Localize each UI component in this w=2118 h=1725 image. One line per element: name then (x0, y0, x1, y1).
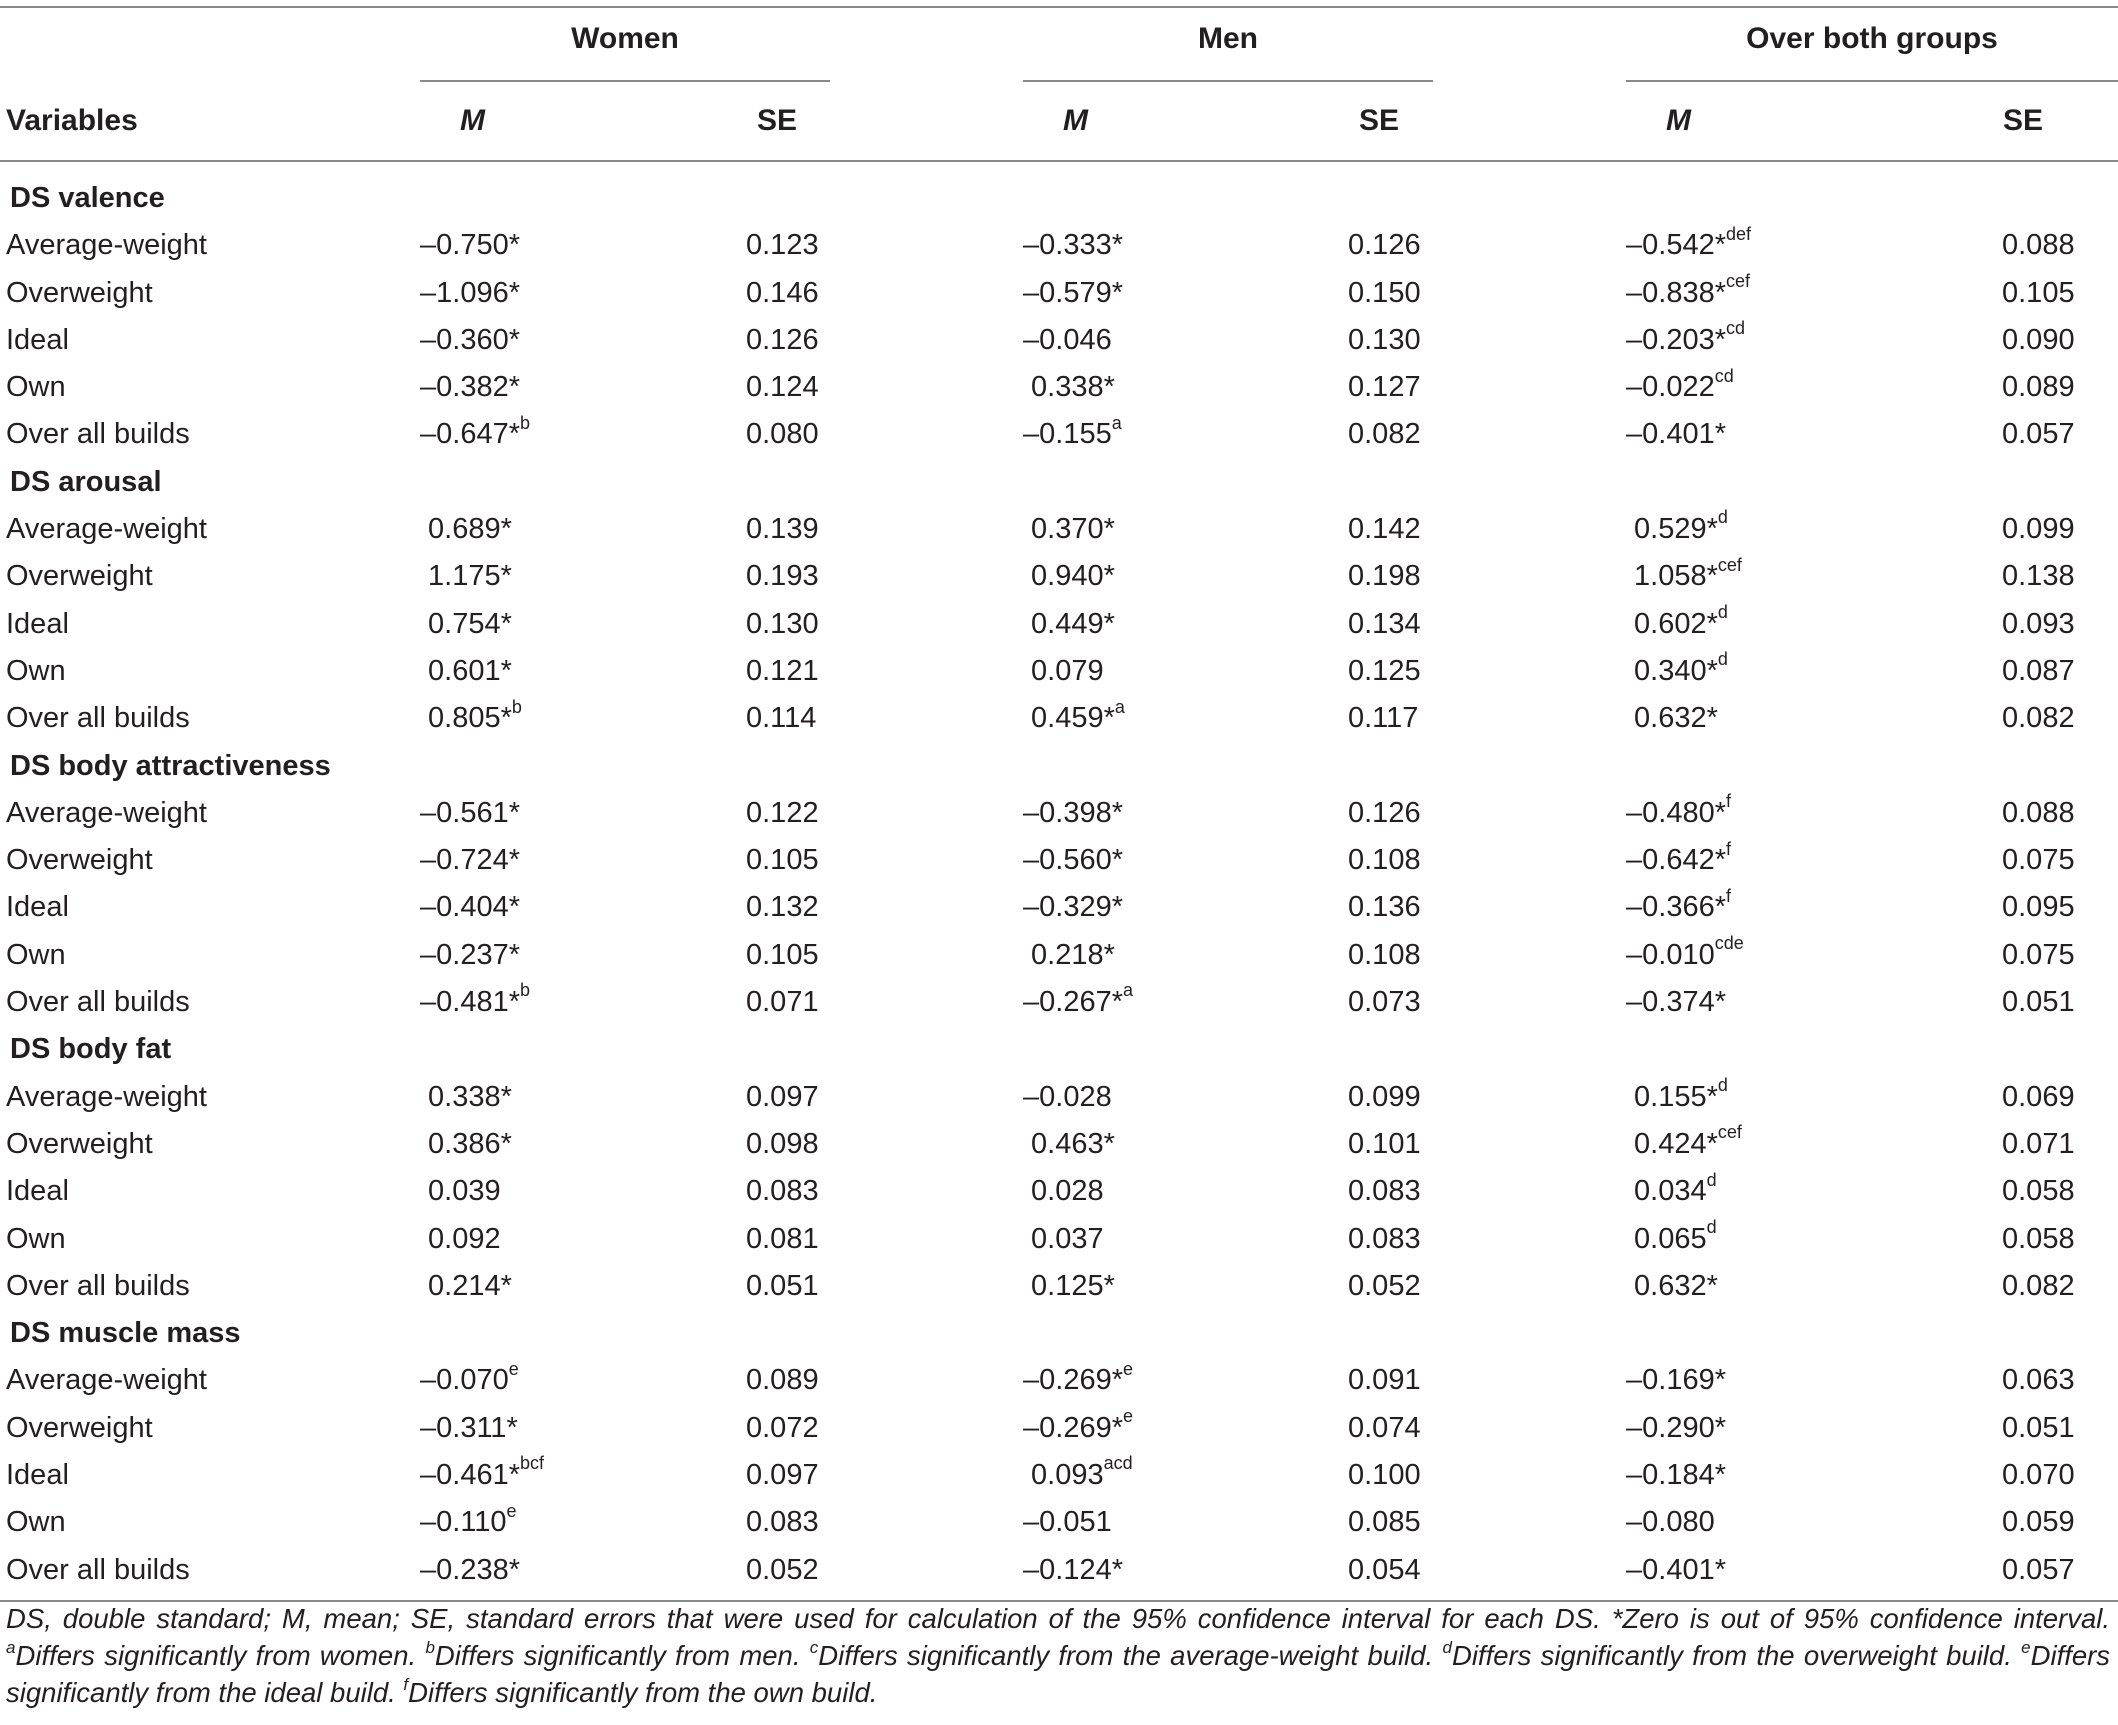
row-label: Average-weight (6, 229, 207, 262)
men-se-header: SE (1359, 104, 1400, 137)
group-header-men: Men (1198, 22, 1258, 55)
row-label: Average-weight (6, 1080, 207, 1113)
table-row (0, 269, 2118, 316)
men-mean-cell: 0.449* (1023, 607, 1115, 640)
women-mean-cell: 0.805*$^b$ (420, 696, 522, 735)
women-se-cell: 0.071 (746, 986, 819, 1019)
table-row (0, 1404, 2118, 1451)
significance-marks: d (1706, 1216, 1717, 1237)
significance-marks: a (1123, 980, 1134, 1001)
section-label: DS muscle mass (10, 1317, 241, 1350)
both-se-cell: 0.075 (2002, 938, 2075, 971)
both-mean-cell: –0.642*$^f$ (1626, 838, 1732, 877)
table-row (0, 1215, 2118, 1262)
women-mean-cell: –0.360* (420, 323, 520, 356)
men-mean-cell: 0.125* (1023, 1269, 1115, 1302)
women-se-cell: 0.052 (746, 1553, 819, 1586)
row-label: Over all builds (6, 702, 190, 735)
section-header-row (0, 1309, 2118, 1356)
row-label: Over all builds (6, 1269, 190, 1302)
men-se-cell: 0.054 (1348, 1553, 1421, 1586)
men-mean-cell: –0.329* (1023, 891, 1123, 924)
women-mean-cell: 0.092 (420, 1222, 501, 1255)
group-header-both: Over both groups (1746, 22, 1998, 55)
footnote-note: Differs significantly from women. (15, 1640, 417, 1671)
both-se-cell: 0.058 (2002, 1222, 2075, 1255)
both-se-cell: 0.051 (2002, 986, 2075, 1019)
both-se-cell: 0.057 (2002, 1553, 2075, 1586)
significance-marks: e (1123, 1358, 1134, 1379)
men-se-cell: 0.130 (1348, 323, 1421, 356)
section-header-row (0, 1025, 2118, 1072)
variables-header: Variables (6, 104, 138, 137)
women-group-rule (420, 80, 830, 82)
women-se-cell: 0.123 (746, 229, 819, 262)
row-label: Own (6, 938, 66, 971)
women-m-header: M (460, 104, 485, 137)
women-se-cell: 0.114 (746, 702, 817, 735)
women-se-cell: 0.080 (746, 418, 819, 451)
table-row (0, 600, 2118, 647)
both-se-cell: 0.138 (2002, 560, 2075, 593)
women-mean-cell: –0.404* (420, 891, 520, 924)
women-mean-cell: –0.311* (420, 1411, 518, 1444)
significance-marks: e (506, 1500, 517, 1521)
both-mean-cell: 0.602*$^d$ (1626, 602, 1728, 640)
men-se-cell: 0.117 (1348, 702, 1419, 735)
men-se-cell: 0.074 (1348, 1411, 1421, 1444)
women-mean-cell: –0.238* (420, 1553, 520, 1586)
women-mean-cell: –0.237* (420, 938, 520, 971)
men-se-cell: 0.108 (1348, 938, 1421, 971)
both-mean-cell: –0.374* (1626, 986, 1726, 1019)
both-mean-cell: 1.058*$^{cef}$ (1626, 554, 1742, 593)
table-row (0, 789, 2118, 836)
men-se-cell: 0.085 (1348, 1506, 1421, 1539)
men-group-rule (1023, 80, 1433, 82)
men-mean-cell: 0.037 (1023, 1222, 1104, 1255)
both-se-cell: 0.093 (2002, 607, 2075, 640)
row-label: Own (6, 371, 66, 404)
both-se-cell: 0.051 (2002, 1411, 2075, 1444)
significance-marks: b (520, 980, 531, 1001)
women-se-cell: 0.105 (746, 844, 819, 877)
both-mean-cell: –0.838*$^{cef}$ (1626, 270, 1751, 309)
men-se-cell: 0.101 (1348, 1127, 1421, 1160)
women-se-cell: 0.146 (746, 276, 819, 309)
men-se-cell: 0.126 (1348, 796, 1421, 829)
row-label: Overweight (6, 844, 153, 877)
women-se-cell: 0.098 (746, 1127, 819, 1160)
row-label: Ideal (6, 1175, 69, 1208)
significance-marks: d (1717, 1074, 1728, 1095)
both-se-cell: 0.058 (2002, 1175, 2075, 1208)
both-se-cell: 0.095 (2002, 891, 2075, 924)
women-se-cell: 0.083 (746, 1506, 819, 1539)
both-se-cell: 0.063 (2002, 1364, 2075, 1397)
men-mean-cell: –0.269*$^e$ (1023, 1406, 1134, 1444)
footnote-mark: b (425, 1637, 435, 1657)
men-mean-cell: 0.459*$^a$ (1023, 696, 1125, 735)
men-se-cell: 0.083 (1348, 1222, 1421, 1255)
men-mean-cell: –0.579* (1023, 276, 1123, 309)
men-mean-cell: –0.051 (1023, 1506, 1112, 1539)
men-se-cell: 0.052 (1348, 1269, 1421, 1302)
significance-marks: d (1717, 602, 1728, 623)
men-se-cell: 0.136 (1348, 891, 1421, 924)
significance-marks: cef (1726, 270, 1751, 291)
both-se-cell: 0.088 (2002, 229, 2075, 262)
men-se-cell: 0.150 (1348, 276, 1421, 309)
women-se-cell: 0.130 (746, 607, 819, 640)
both-mean-cell: –0.010$^{cde}$ (1626, 933, 1744, 971)
men-se-cell: 0.091 (1348, 1364, 1421, 1397)
men-mean-cell: –0.560* (1023, 844, 1123, 877)
both-se-cell: 0.088 (2002, 796, 2075, 829)
both-mean-cell: –0.080 (1626, 1506, 1715, 1539)
significance-marks: f (1726, 838, 1732, 859)
section-label: DS body attractiveness (10, 749, 331, 782)
both-mean-cell: 0.065$^d$ (1626, 1216, 1717, 1255)
table-footnote (6, 1600, 2110, 1711)
both-se-cell: 0.071 (2002, 1127, 2075, 1160)
table-row (0, 1546, 2118, 1593)
men-m-header: M (1063, 104, 1088, 137)
both-mean-cell: 0.155*$^d$ (1626, 1074, 1728, 1113)
both-se-cell: 0.070 (2002, 1459, 2075, 1492)
significance-marks: def (1726, 223, 1752, 244)
significance-marks: e (508, 1358, 519, 1379)
both-se-cell: 0.075 (2002, 844, 2075, 877)
row-label: Overweight (6, 1411, 153, 1444)
men-mean-cell: –0.155$^a$ (1023, 412, 1122, 451)
group-header-women: Women (571, 22, 679, 55)
women-mean-cell: 0.386* (420, 1127, 512, 1160)
significance-marks: f (1726, 885, 1732, 906)
women-se-cell: 0.097 (746, 1080, 819, 1113)
women-mean-cell: –0.481*$^b$ (420, 980, 531, 1019)
women-se-cell: 0.083 (746, 1175, 819, 1208)
footnote-note: Differs significantly from the average-weight build. (818, 1640, 1434, 1671)
both-se-cell: 0.069 (2002, 1080, 2075, 1113)
significance-marks: d (1706, 1169, 1717, 1190)
men-mean-cell: 0.093$^{acd}$ (1023, 1453, 1133, 1492)
men-mean-cell: 0.463* (1023, 1127, 1115, 1160)
men-se-cell: 0.082 (1348, 418, 1421, 451)
row-label: Over all builds (6, 418, 190, 451)
significance-marks: a (1111, 412, 1122, 433)
men-se-cell: 0.108 (1348, 844, 1421, 877)
both-mean-cell: 0.340*$^d$ (1626, 649, 1728, 687)
section-label: DS valence (10, 182, 165, 214)
footnote-note: Differs significantly from the own build. (408, 1677, 878, 1708)
significance-marks: acd (1103, 1453, 1133, 1474)
both-mean-cell: 0.034$^d$ (1626, 1169, 1717, 1208)
women-mean-cell: –1.096* (420, 276, 520, 309)
table-row (0, 647, 2118, 694)
footnote-mark: e (2021, 1637, 2031, 1657)
men-se-cell: 0.198 (1348, 560, 1421, 593)
row-label: Own (6, 1222, 66, 1255)
row-label: Own (6, 654, 66, 687)
both-se-header: SE (2003, 104, 2044, 137)
both-se-cell: 0.089 (2002, 371, 2075, 404)
both-se-cell: 0.087 (2002, 654, 2075, 687)
men-mean-cell: –0.028 (1023, 1080, 1112, 1113)
women-mean-cell: –0.724* (420, 844, 520, 877)
footnote-mark: f (403, 1674, 409, 1694)
section-label: DS arousal (10, 465, 162, 498)
row-label: Overweight (6, 560, 153, 593)
men-mean-cell: –0.124* (1023, 1553, 1123, 1586)
women-se-cell: 0.105 (746, 938, 819, 971)
men-mean-cell: –0.398* (1023, 796, 1123, 829)
section-header-row (0, 174, 2118, 221)
table-row (0, 552, 2118, 599)
women-se-cell: 0.193 (746, 560, 819, 593)
men-se-cell: 0.073 (1348, 986, 1421, 1019)
both-se-cell: 0.105 (2002, 276, 2075, 309)
row-label: Overweight (6, 276, 153, 309)
men-mean-cell: –0.267*$^a$ (1023, 980, 1134, 1019)
both-mean-cell: –0.169* (1626, 1364, 1726, 1397)
men-mean-cell: 0.940* (1023, 560, 1115, 593)
table-body (0, 174, 2118, 1593)
both-mean-cell: 0.529*$^d$ (1626, 507, 1728, 546)
both-mean-cell: 0.632* (1626, 1269, 1718, 1302)
women-se-cell: 0.132 (746, 891, 819, 924)
row-label: Average-weight (6, 796, 207, 829)
men-se-cell: 0.134 (1348, 607, 1421, 640)
table-row (0, 316, 2118, 363)
table-row (0, 505, 2118, 552)
row-label: Average-weight (6, 513, 207, 546)
both-mean-cell: –0.184* (1626, 1459, 1726, 1492)
men-mean-cell: 0.338* (1023, 371, 1115, 404)
footnote-note: Differs significantly from men. (434, 1640, 801, 1671)
row-label: Ideal (6, 323, 69, 356)
women-se-cell: 0.122 (746, 796, 819, 829)
women-se-cell: 0.089 (746, 1364, 819, 1397)
women-mean-cell: –0.110e (420, 1500, 517, 1539)
women-se-cell: 0.124 (746, 371, 819, 404)
table-row (0, 410, 2118, 457)
women-se-cell: 0.051 (746, 1269, 819, 1302)
significance-marks: cef (1717, 554, 1742, 575)
significance-marks: cef (1717, 1122, 1742, 1143)
women-mean-cell: 0.689* (420, 513, 512, 546)
women-mean-cell: –0.382* (420, 371, 520, 404)
both-mean-cell: –0.401* (1626, 418, 1726, 451)
footnote-note: Differs significantly from the overweight build. (1451, 1640, 2012, 1671)
table-row (0, 1356, 2118, 1403)
men-se-cell: 0.125 (1348, 654, 1421, 687)
table-row (0, 363, 2118, 410)
women-mean-cell: –0.070e (420, 1358, 519, 1397)
men-mean-cell: –0.333* (1023, 229, 1123, 262)
both-se-cell: 0.059 (2002, 1506, 2075, 1539)
women-mean-cell: 0.338* (420, 1080, 512, 1113)
men-mean-cell: 0.218* (1023, 938, 1115, 971)
women-se-header: SE (757, 104, 798, 137)
both-se-cell: 0.057 (2002, 418, 2075, 451)
men-se-cell: 0.099 (1348, 1080, 1421, 1113)
significance-marks: e (1123, 1406, 1134, 1427)
men-mean-cell: –0.046 (1023, 323, 1112, 356)
footnote-intro: DS, double standard; M, mean; SE, standard errors that were used for calculation of the 95% confidence interval for each DS. *Zero is out of 95% confidence interval. (6, 1603, 2110, 1634)
men-se-cell: 0.100 (1348, 1459, 1421, 1492)
significance-marks: cde (1714, 933, 1744, 954)
row-label: Average-weight (6, 1364, 207, 1397)
both-group-rule (1626, 80, 2118, 82)
men-se-cell: 0.126 (1348, 229, 1421, 262)
both-mean-cell: –0.290* (1626, 1411, 1726, 1444)
row-label: Over all builds (6, 986, 190, 1019)
both-mean-cell: –0.203*$^{cd}$ (1626, 318, 1746, 356)
both-mean-cell: 0.632* (1626, 702, 1718, 735)
table-row (0, 1262, 2118, 1309)
women-se-cell: 0.097 (746, 1459, 819, 1492)
both-se-cell: 0.082 (2002, 702, 2075, 735)
table-row (0, 694, 2118, 741)
significance-marks: cd (1726, 318, 1746, 339)
table-row (0, 931, 2118, 978)
women-mean-cell: –0.461*$^{bcf}$ (420, 1453, 545, 1492)
significance-marks: a (1114, 696, 1125, 717)
table-row (0, 1167, 2118, 1214)
women-se-cell: 0.139 (746, 513, 819, 546)
table-row (0, 883, 2118, 930)
women-mean-cell: 1.175* (420, 560, 512, 593)
significance-marks: b (511, 696, 522, 717)
table-row (0, 1451, 2118, 1498)
section-header-row (0, 742, 2118, 789)
row-label: Ideal (6, 607, 69, 640)
footnote-mark: d (1442, 1637, 1452, 1657)
men-mean-cell: 0.370* (1023, 513, 1115, 546)
header-bottom-rule (0, 160, 2118, 162)
row-label: Ideal (6, 891, 69, 924)
table-row (0, 1073, 2118, 1120)
table-top-rule (0, 6, 2118, 8)
footnote-note: Differs significantly from the ideal build. (6, 1640, 2111, 1708)
women-se-cell: 0.072 (746, 1411, 819, 1444)
women-mean-cell: 0.754* (420, 607, 512, 640)
row-label: Own (6, 1506, 66, 1539)
table-row (0, 1498, 2118, 1545)
both-mean-cell: –0.366*$^f$ (1626, 885, 1732, 924)
both-se-cell: 0.090 (2002, 323, 2075, 356)
row-label: Overweight (6, 1127, 153, 1160)
footnote-mark: c (809, 1637, 819, 1657)
men-mean-cell: 0.079 (1023, 654, 1104, 687)
significance-marks: bcf (520, 1453, 545, 1474)
women-mean-cell: 0.601* (420, 654, 512, 687)
both-mean-cell: –0.480*$^f$ (1626, 791, 1732, 829)
women-mean-cell: 0.214* (420, 1269, 512, 1302)
women-se-cell: 0.081 (746, 1222, 819, 1255)
table-row (0, 978, 2118, 1025)
section-label: DS body fat (10, 1033, 172, 1066)
women-mean-cell: 0.039 (420, 1175, 501, 1208)
women-mean-cell: –0.561* (420, 796, 520, 829)
both-mean-cell: –0.401* (1626, 1553, 1726, 1586)
women-se-cell: 0.121 (746, 654, 819, 687)
men-se-cell: 0.127 (1348, 371, 1421, 404)
significance-marks: f (1726, 791, 1732, 812)
men-se-cell: 0.142 (1348, 513, 1421, 546)
row-label: Over all builds (6, 1553, 190, 1586)
significance-marks: d (1717, 649, 1728, 670)
both-mean-cell: –0.542*$^{def}$ (1626, 223, 1752, 262)
significance-marks: cd (1714, 365, 1734, 386)
table-row (0, 221, 2118, 268)
both-se-cell: 0.082 (2002, 1269, 2075, 1302)
women-se-cell: 0.126 (746, 323, 819, 356)
women-mean-cell: –0.750* (420, 229, 520, 262)
footnote-mark: a (6, 1637, 16, 1657)
men-mean-cell: 0.028 (1023, 1175, 1104, 1208)
section-header-row (0, 458, 2118, 505)
both-m-header: M (1666, 104, 1691, 137)
table-row (0, 836, 2118, 883)
both-mean-cell: –0.022$^{cd}$ (1626, 365, 1734, 404)
table-row (0, 1120, 2118, 1167)
significance-marks: b (520, 412, 531, 433)
men-se-cell: 0.083 (1348, 1175, 1421, 1208)
women-mean-cell: –0.647*$^b$ (420, 412, 531, 451)
significance-marks: d (1717, 507, 1728, 528)
both-se-cell: 0.099 (2002, 513, 2075, 546)
row-label: Ideal (6, 1459, 69, 1492)
both-mean-cell: 0.424*$^{cef}$ (1626, 1122, 1742, 1160)
men-mean-cell: –0.269*$^e$ (1023, 1358, 1134, 1397)
